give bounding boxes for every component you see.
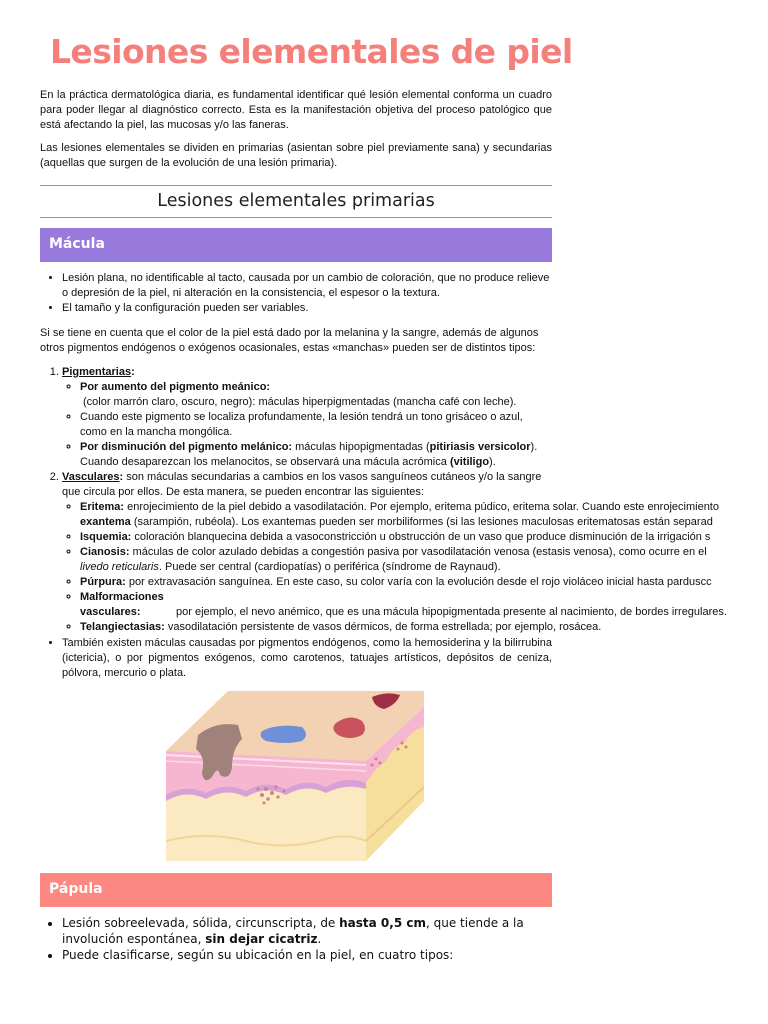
macula-heading: Mácula — [40, 228, 552, 262]
disminucion-label: Por disminución del pigmento melánico: — [80, 441, 293, 453]
vasculares-sublist — [62, 500, 749, 635]
list-item-vasculares — [62, 470, 727, 635]
list-item-pigmentarias — [62, 365, 552, 470]
list-item-isquemia — [80, 530, 749, 545]
list-item — [62, 915, 552, 947]
eritema-text: enrojecimiento de la piel debido a vasodilatación. Por ejemplo, eritema púdico, eritema solar. Cuando este enrojecimiento — [124, 501, 719, 513]
macula-bullets — [40, 271, 552, 316]
exantema-term: exantema — [80, 516, 131, 528]
malformaciones-label: Malformaciones vasculares: — [80, 591, 164, 618]
list-item-cianosis — [80, 545, 749, 575]
pigmentarias-label: Pigmentarias — [62, 366, 132, 378]
eritema-label: Eritema: — [80, 501, 125, 513]
papula-bullets — [40, 915, 552, 963]
colon: : — [131, 366, 135, 378]
list-item: • Lesión plana, no identificable al tacto, causada por un cambio de coloración, que no produce relieve o depresión de la piel, ni alteración en la consistencia, el espesor o la textura. — [62, 271, 552, 301]
list-item-malformaciones — [80, 590, 749, 620]
cianosis-text-2: . Puede ser central (cardiopatías) o periférica (síndrome de Raynaud). — [158, 561, 501, 573]
cianosis-label: Cianosis: — [80, 546, 130, 558]
list-item: • Puede clasificarse, según su ubicación en la piel, en cuatro tipos: — [62, 947, 552, 963]
papula-heading: Pápula — [40, 873, 552, 907]
skin-illustration — [166, 691, 424, 861]
pitiriasis-term: pitiriasis versicolor — [429, 441, 531, 453]
papula-text: Lesión sobreelevada, sólida, circunscripta, de — [62, 916, 340, 930]
papula-size: hasta 0,5 cm — [339, 916, 426, 930]
isquemia-label: Isquemia: — [80, 531, 132, 543]
list-item: • También existen máculas causadas por pigmentos endógenos, como la hemosiderina y la bilirrubina (ictericia), o por pigmentos exógenos, como carotenos, tatuajes artísticos, depósitos de ceniza, pólvora, mercurio o plata. — [62, 636, 552, 681]
cianosis-text: máculas de color azulado debidas a congestión pasiva por vasodilatación venosa (estasis venosa), como ocurre en el — [129, 546, 707, 558]
purpura-text: por extravasación sanguínea. En este caso, su color varía con la evolución desde el rojo violáceo inicial hasta parduscc — [125, 576, 712, 588]
list-item-telangiectasias — [80, 620, 749, 635]
vasculares-intro: son máculas secundarias a cambios en los vasos sanguíneos cutáneos y/o la sangre que circula por ellos. De esta manera, se pueden encontrar las siguientes: — [62, 471, 542, 498]
aumento-text: (color marrón claro, oscuro, negro): máculas hiperpigmentadas (mancha café con leche). — [83, 396, 517, 408]
end-punct: . — [317, 932, 322, 946]
livedo-term: livedo reticularis — [80, 561, 159, 573]
disminucion-text: máculas hipopigmentadas ( — [292, 441, 430, 453]
skin-block-illustration — [166, 691, 424, 861]
macula-types-list — [40, 365, 727, 635]
end-punct: ). — [489, 456, 496, 468]
vasculares-label: Vasculares — [62, 471, 120, 483]
malformaciones-text: por ejemplo, el nevo anémico, que es una mácula hipopigmentada presente al nacimiento, de bordes irregulares. — [176, 606, 727, 618]
aumento-label: Por aumento del pigmento meánico: — [80, 381, 271, 393]
disminucion-text-2: ). Cuando desaparezcan los melanocitos, se observará una mácula acrómica — [80, 441, 538, 468]
list-item — [80, 440, 552, 470]
pigmentarias-sublist — [62, 380, 552, 470]
exantema-text: (sarampión, rubéola). Los exantemas pueden ser morbiliformes (si las lesiones maculosas eritematosas están separad — [130, 516, 713, 528]
list-item: • El tamaño y la configuración pueden ser variables. — [62, 301, 552, 316]
telangiectasias-text: vasodilatación persistente de vasos dérmicos, de forma estrellada; por ejemplo, rosácea. — [164, 621, 602, 633]
vitiligo-term: (vitiligo — [449, 456, 490, 468]
list-item — [80, 380, 552, 410]
macula-paragraph: Si se tiene en cuenta que el color de la piel está dado por la melanina y la sangre, además de algunos otros pigmentos endógenos o exógenos ocasionales, estas «manchas» pueden ser de distintos tipos: — [40, 327, 539, 354]
papula-scar: sin dejar cicatriz — [205, 932, 318, 946]
list-item: ◦ Cuando este pigmento se localiza profundamente, la lesión tendrá un tono grisáceo o azul, como en la mancha mongólica. — [80, 410, 552, 440]
endogenos-list — [40, 636, 552, 681]
telangiectasias-label: Telangiectasias: — [80, 621, 165, 633]
isquemia-text: coloración blanquecina debida a vasoconstricción u obstrucción de un vaso que produce disminución de la irrigación s — [131, 531, 711, 543]
intro-paragraph-1: En la práctica dermatológica diaria, es fundamental identificar qué lesión elemental conforma un cuadro para poder llegar al diagnóstico correcto. Esta es la manifestación objetiva del proceso patológico que está afectando la piel, las mucosas y/o las faneras. — [40, 89, 552, 131]
purpura-label: Púrpura: — [80, 576, 126, 588]
page-title: Lesiones elementales de piel — [50, 32, 573, 71]
list-item-eritema — [80, 500, 749, 530]
colon: : — [119, 471, 124, 483]
papula-text-2: , que tiende a la involución espontánea, — [62, 916, 524, 946]
document-page — [40, 30, 727, 963]
section-title: Lesiones elementales primarias — [157, 191, 435, 211]
list-item-purpura — [80, 575, 749, 590]
intro-paragraph-2: Las lesiones elementales se dividen en primarias (asientan sobre piel previamente sana) y secundarias (aquellas que surgen de la evolución de una lesión primaria). — [40, 142, 552, 169]
